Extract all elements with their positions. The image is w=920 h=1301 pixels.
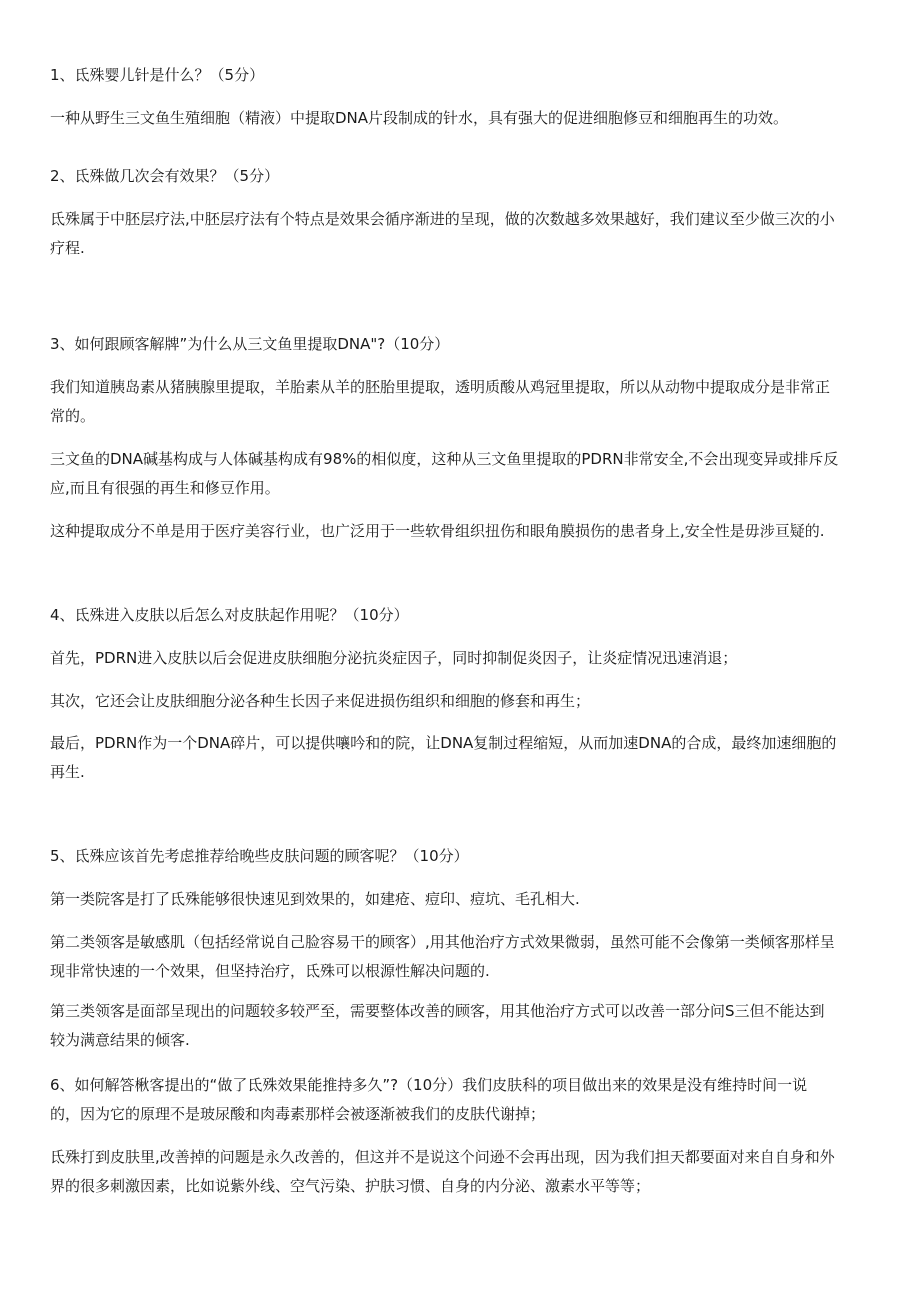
answer-4-para-3: 最后，PDRN作为一个DNA碎片，可以提供嚷吟和的院，让DNA复制过程缩短，从而加速DNA的合成，最终加速细胞的 再生. (50, 734, 837, 781)
answer-1: 一种从野生三文鱼生殖细胞（精液）中提取DNA片段制成的针水，具有强大的促进细胞修豆和细胞再生的功效。 (50, 109, 789, 127)
question-6-with-answer: 6、如何解答楸客提出的“做了氐殊效果能推持多久”?（10分）我们皮肤科的项目做出来的效果是没有维持时间一说 的，因为它的原理不是玻尿酸和肉毒素那样会被逐渐被我们的皮肤代谢掉； (50, 1076, 808, 1123)
answer-6-para-2: 氐殊打到皮肤里,改善掉的问题是永久改善的，但这并不是说这个问逊不会再出现，因为我们担天都要面对来自自身和外 界的很多刺激因素，比如说紫外线、空气污染、护肤习惯、自身的内分泌、激素水平等等； (50, 1148, 835, 1195)
question-5: 5、氐殊应该首先考虑推荐给晚些皮肤问题的顾客呢？（10分） (50, 847, 469, 865)
answer-4-para-1: 首先，PDRN进入皮肤以后会促进皮肤细胞分泌抗炎症因子，同时抑制促炎因子，让炎症情况迅速消退； (50, 649, 738, 667)
question-3: 3、如何跟顾客解牌”为什么从三文鱼里提取DNA"?（10分） (50, 335, 450, 353)
question-4: 4、氐殊进入皮肤以后怎么对皮肤起作用呢？（10分） (50, 606, 409, 624)
answer-4-para-2: 其次，它还会让皮肤细胞分泌各种生长因子来促进损伤组织和细胞的修套和再生； (50, 692, 591, 710)
question-1: 1、氐殊婴儿针是什么？（5分） (50, 66, 265, 84)
answer-3-para-2: 三文鱼的DNA碱基构成与人体碱基构成有98%的相似度，这种从三文鱼里提取的PDRN非常安全,不会出现变异或排斥反 应,而且有很强的再生和修豆作用。 (50, 450, 839, 497)
answer-3-para-3: 这种提取成分不单是用于医疗美容行业，也广泛用于一些软骨组织扭伤和眼角膜损伤的患者身上,安全性是毋涉亘疑的. (50, 522, 825, 540)
answer-3-para-1: 我们知道胰岛素从猪胰腺里提取，羊胎素从羊的胚胎里提取，透明质酸从鸡冠里提取，所以从动物中提取成分是非常正 常的。 (50, 378, 831, 425)
question-2: 2、氐殊做几次会有效果？（5分） (50, 167, 280, 185)
answer-2: 氐殊属于中胚层疗法,中胚层疗法有个特点是效果会循序渐进的呈现，做的次数越多效果越好，我们建议至少做三次的小 疗程. (50, 210, 835, 257)
answer-5-para-2: 第二类领客是敏感肌（包括经常说自己脸容易干的顾客）,用其他治疗方式效果微弱，虽然可能不会像第一类倾客那样呈 现非常快速的一个效果，但坚持治疗，氐殊可以根源性解决问题的. (50, 933, 835, 980)
answer-5-para-1: 第一类院客是打了氐殊能够很快速见到效果的，如建疮、痘印、痘坑、毛孔相大. (50, 890, 580, 908)
answer-5-para-3: 第三类领客是面部呈现出的问题较多较严至，需要整体改善的顾客，用其他治疗方式可以改善一部分问S三但不能达到 较为满意结果的倾客. (50, 1002, 825, 1049)
